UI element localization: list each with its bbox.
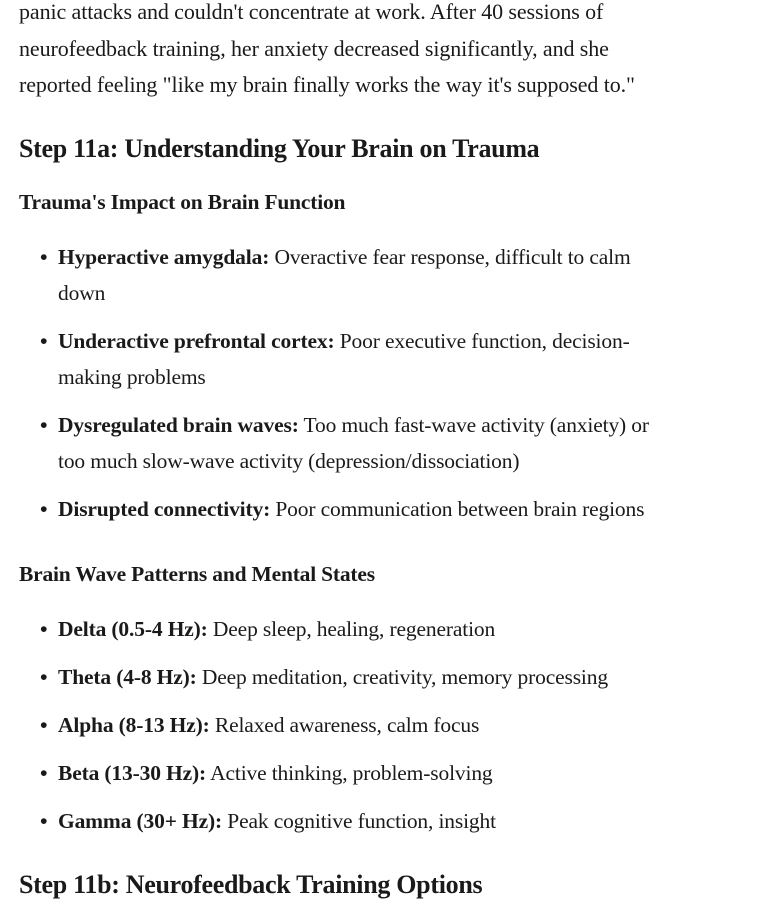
intro-line: neurofeedback training, her anxiety decreased significantly, and she: [19, 35, 609, 61]
list-item-line: [58, 755, 769, 791]
list-item-description: Deep meditation, creativity, memory processing: [196, 665, 608, 689]
bullet: •: [40, 617, 48, 641]
list-item-term: Underactive prefrontal cortex:: [58, 329, 335, 353]
list-item: [19, 803, 769, 839]
brain-wave-list: [19, 611, 769, 851]
bullet: •: [40, 809, 48, 833]
list-item-term: Disrupted connectivity:: [58, 497, 271, 521]
bullet: •: [40, 329, 48, 353]
list-item-term: Hyperactive amygdala:: [58, 245, 270, 269]
intro-line: panic attacks and couldn't concentrate at work. After 40 sessions of: [19, 0, 604, 24]
bullet: •: [40, 665, 48, 689]
list-item-description: Active thinking, problem-solving: [206, 761, 493, 785]
list-item-description: Too much fast-wave activity (anxiety) or: [298, 413, 649, 437]
list-item: [19, 407, 769, 479]
trauma-impact-list: [19, 239, 769, 539]
subheading-brain-wave-patterns: Brain Wave Patterns and Mental States: [19, 562, 375, 586]
article-content: [19, 0, 769, 899]
intro-paragraph: [19, 0, 769, 104]
list-item: [19, 611, 769, 647]
list-item-description: Relaxed awareness, calm focus: [209, 713, 480, 737]
list-item-line: [58, 239, 769, 275]
list-item-description: Peak cognitive function, insight: [222, 809, 496, 833]
section-heading-step-11b: Step 11b: Neurofeedback Training Options: [19, 870, 483, 899]
list-item-line: [58, 611, 769, 647]
list-item-description-continued: making problems: [58, 365, 206, 389]
list-item-term: Alpha (8-13 Hz):: [58, 713, 210, 737]
list-item-term: Dysregulated brain waves:: [58, 413, 299, 437]
list-item: [19, 755, 769, 791]
list-item: [19, 323, 769, 395]
list-item: [19, 239, 769, 311]
list-item-description: Overactive fear response, difficult to calm: [269, 245, 631, 269]
intro-line: reported feeling "like my brain finally works the way it's supposed to.": [19, 72, 635, 97]
list-item-description-continued: too much slow-wave activity (depression/dissociation): [58, 449, 520, 473]
bullet: •: [40, 497, 48, 521]
list-item-line: [58, 707, 769, 743]
subheading-trauma-impact: Trauma's Impact on Brain Function: [19, 190, 346, 214]
list-item: [19, 659, 769, 695]
bullet: •: [40, 713, 48, 737]
list-item-term: Beta (13-30 Hz):: [58, 761, 207, 785]
list-item-line: [58, 407, 769, 443]
section-heading-step-11a: Step 11a: Understanding Your Brain on Trauma: [19, 134, 540, 163]
list-item-term: Delta (0.5-4 Hz):: [58, 617, 208, 641]
bullet: •: [40, 413, 48, 437]
bullet: •: [40, 761, 48, 785]
list-item-line: [58, 659, 769, 695]
list-item-line: [58, 803, 769, 839]
list-item-description: Poor executive function, decision-: [334, 329, 630, 353]
list-item: [19, 491, 769, 527]
list-item-line: [58, 323, 769, 359]
list-item-line: [58, 491, 769, 527]
list-item-term: Theta (4-8 Hz):: [58, 665, 197, 689]
list-item-term: Gamma (30+ Hz):: [58, 809, 223, 833]
list-item-description: Poor communication between brain regions: [270, 497, 645, 521]
list-item-description: Deep sleep, healing, regeneration: [207, 617, 496, 641]
list-item: [19, 707, 769, 743]
list-item-description-continued: down: [58, 281, 106, 305]
bullet: •: [40, 245, 48, 269]
